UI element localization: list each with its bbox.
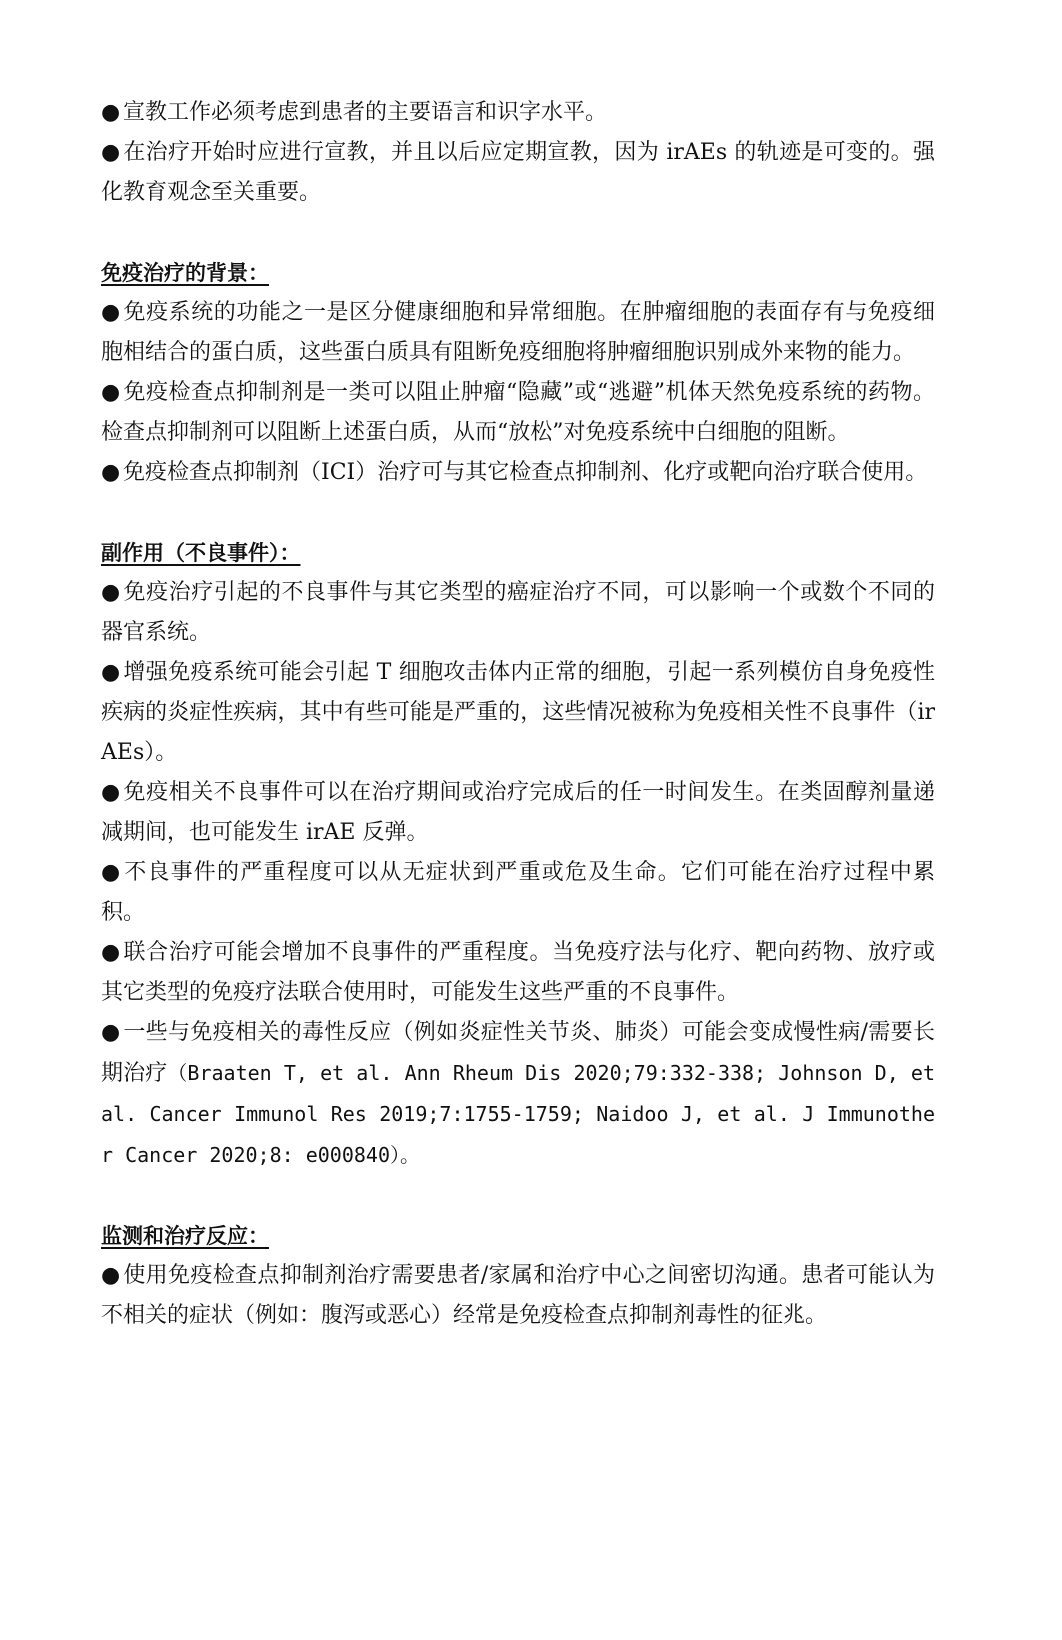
bullet-paragraph bbox=[101, 133, 935, 213]
bullet-icon: ● bbox=[101, 1263, 121, 1288]
bullet-icon: ● bbox=[101, 380, 121, 405]
paragraph-text: 一些与免疫相关的毒性反应（例如炎症性关节炎、肺炎）可能会变成慢性病/需要长期治疗 bbox=[101, 1020, 935, 1086]
bullet-icon: ● bbox=[101, 460, 121, 485]
bullet-paragraph bbox=[101, 1256, 935, 1336]
bullet-paragraph bbox=[101, 1013, 935, 1176]
paragraph-text: 免疫系统的功能之一是区分健康细胞和异常细胞。在肿瘤细胞的表面存有与免疫细胞相结合的蛋白质，这些蛋白质具有阻断免疫细胞将肿瘤细胞识别成外来物的能力。 bbox=[101, 300, 935, 365]
paragraph-text: 免疫检查点抑制剂（ICI）治疗可与其它检查点抑制剂、化疗或靶向治疗联合使用。 bbox=[123, 460, 928, 485]
paragraph-text: 在治疗开始时应进行宣教，并且以后应定期宣教，因为 irAEs 的轨迹是可变的。强化教育观念至关重要。 bbox=[101, 140, 935, 205]
bullet-icon: ● bbox=[101, 300, 121, 325]
section-heading-side-effects: 副作用（不良事件）： bbox=[101, 541, 301, 565]
bullet-icon: ● bbox=[101, 940, 121, 965]
bullet-paragraph bbox=[101, 853, 935, 933]
document-page bbox=[101, 93, 935, 1336]
section-spacer bbox=[101, 493, 935, 533]
section-heading-background: 免疫治疗的背景： bbox=[101, 261, 269, 285]
bullet-paragraph bbox=[101, 93, 935, 133]
paragraph-text: 免疫检查点抑制剂是一类可以阻止肿瘤“隐藏”或“逃避”机体天然免疫系统的药物。检查点抑制剂可以阻断上述蛋白质，从而“放松”对免疫系统中白细胞的阻断。 bbox=[101, 380, 935, 445]
paragraph-text: 免疫相关不良事件可以在治疗期间或治疗完成后的任一时间发生。在类固醇剂量递减期间，也可能发生 irAE 反弹。 bbox=[101, 780, 935, 845]
bullet-paragraph bbox=[101, 373, 935, 453]
paragraph-text: 使用免疫检查点抑制剂治疗需要患者/家属和治疗中心之间密切沟通。患者可能认为不相关的症状（例如：腹泻或恶心）经常是免疫检查点抑制剂毒性的征兆。 bbox=[101, 1263, 935, 1328]
bullet-paragraph bbox=[101, 453, 935, 493]
section-spacer bbox=[101, 213, 935, 253]
paragraph-text: 宣教工作必须考虑到患者的主要语言和识字水平。 bbox=[123, 100, 608, 125]
bullet-paragraph bbox=[101, 933, 935, 1013]
section-heading-monitoring: 监测和治疗反应： bbox=[101, 1224, 269, 1248]
section-spacer bbox=[101, 1176, 935, 1216]
bullet-icon: ● bbox=[101, 1020, 121, 1045]
bullet-icon: ● bbox=[101, 780, 121, 805]
bullet-icon: ● bbox=[101, 580, 121, 605]
bullet-paragraph bbox=[101, 573, 935, 653]
bullet-paragraph bbox=[101, 293, 935, 373]
paragraph-text: 免疫治疗引起的不良事件与其它类型的癌症治疗不同，可以影响一个或数个不同的器官系统。 bbox=[101, 580, 935, 645]
bullet-paragraph bbox=[101, 653, 935, 773]
paragraph-text: 联合治疗可能会增加不良事件的严重程度。当免疫疗法与化疗、靶向药物、放疗或其它类型的免疫疗法联合使用时，可能发生这些严重的不良事件。 bbox=[101, 940, 935, 1005]
paragraph-text: 增强免疫系统可能会引起 T 细胞攻击体内正常的细胞，引起一系列模仿自身免疫性疾病的炎症性疾病，其中有些可能是严重的，这些情况被称为免疫相关性不良事件（irAEs）。 bbox=[101, 660, 935, 765]
bullet-icon: ● bbox=[101, 100, 121, 125]
bullet-paragraph bbox=[101, 773, 935, 853]
bullet-icon: ● bbox=[101, 660, 121, 685]
citation-references: （Braaten T, et al. Ann Rheum Dis 2020;79:332-338; Johnson D, et al. Cancer Immunol Res 2019;7:1755-1759; Naidoo J, et al. J Immunother Cancer 2020;8: e000840）。 bbox=[101, 1061, 935, 1167]
paragraph-text: 不良事件的严重程度可以从无症状到严重或危及生命。它们可能在治疗过程中累积。 bbox=[101, 860, 935, 925]
bullet-icon: ● bbox=[101, 860, 121, 885]
bullet-icon: ● bbox=[101, 140, 121, 165]
